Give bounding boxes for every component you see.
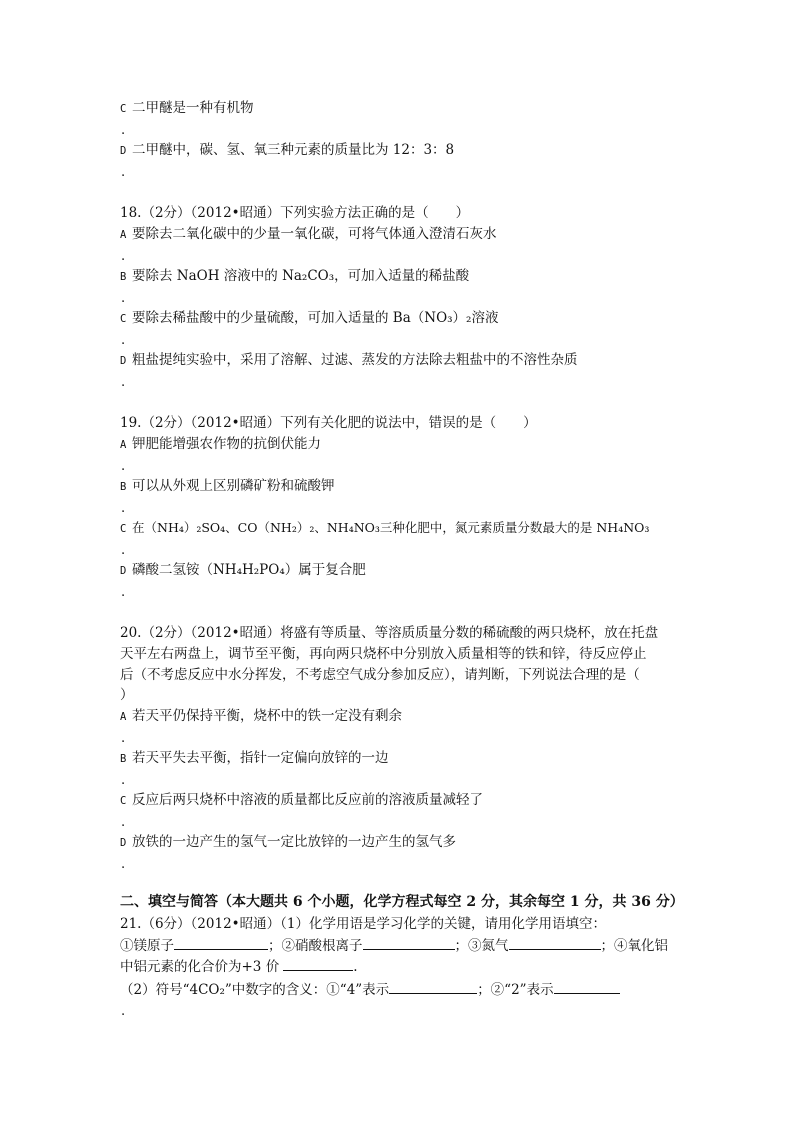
option-text: 可以从外观上区别磷矿粉和硫酸钾 [132,478,335,494]
dot: . [121,1004,126,1019]
option-letter: D [120,837,127,849]
option-letter: C [120,523,127,535]
option-text: 粗盐提纯实验中，采用了溶解、过滤、蒸发的方法除去粗盐中的不溶性杂质 [132,352,578,368]
q18-option-b [120,267,469,286]
option-letter: A [120,229,127,241]
q17-option-c [120,99,254,118]
q20-option-b [120,749,389,768]
option-letter: A [120,439,127,451]
option-letter: D [120,565,127,577]
q20-option-c [120,791,483,810]
option-text: 磷酸二氢铵（NH₄H₂PO₄）属于复合肥 [132,562,366,578]
fill-blank[interactable] [283,958,353,971]
dot: . [121,333,126,348]
q20-stem-line-2: 天平左右两盘上，调节至平衡，再向两只烧杯中分别放入质量相等的铁和锌，待反应停止 [120,646,647,662]
option-letter: C [120,795,127,807]
dot: . [121,459,126,474]
option-text: 若天平仍保持平衡，烧杯中的铁一定没有剩余 [132,708,402,724]
dot: . [121,291,126,306]
dot: . [121,501,126,516]
option-text: 二甲醚是一种有机物 [132,100,254,116]
q18-option-d [120,351,578,370]
option-letter: D [120,355,127,367]
q20-stem-line-3: 后（不考虑反应中水分挥发，不考虑空气成分参加反应），请判断，下列说法合理的是（ [120,667,640,683]
q18-option-a [120,225,497,244]
option-text: 放铁的一边产生的氢气一定比放锌的一边产生的氢气多 [132,834,456,850]
dot: . [121,249,126,264]
q19-option-d [120,561,366,580]
option-letter: B [120,271,127,283]
dot: . [121,773,126,788]
option-text: 钾肥能增强农作物的抗倒伏能力 [132,436,321,452]
q20-stem-line-1: 20.（2分）（2012•昭通）将盛有等质量、等溶质质量分数的稀硫酸的两只烧杯，放在托盘 [120,625,659,641]
fill-blank[interactable] [554,981,620,994]
dot: . [121,815,126,830]
blank-label: 中铝元素的化合价为+3 价 [120,959,280,975]
blank-label: ；③氮气 [454,938,509,954]
period: . [353,959,358,975]
blank-label: ①镁原子 [120,938,174,954]
option-letter: C [120,313,127,325]
q19-option-a [120,435,321,454]
dot: . [121,375,126,390]
option-text: 反应后两只烧杯中溶液的质量都比反应前的溶液质量减轻了 [132,792,483,808]
dot: . [121,731,126,746]
blank-label: （2）符号“4CO₂”中数字的含义：①“4”表示 [120,982,390,998]
option-text: 在（NH₄）₂SO₄、CO（NH₂）₂、NH₄NO₃三种化肥中，氮元素质量分数最大的是 NH₄NO₃ [132,520,650,535]
dot: . [121,123,126,138]
fill-blank[interactable] [363,937,455,950]
section-heading: 二、填空与简答（本大题共 6 个小题，化学方程式每空 2 分，其余每空 1 分，共 36 分） [120,894,684,910]
q19-option-c [120,519,649,538]
q20-stem-line-4: ） [120,687,134,703]
q21-blanks-line [120,937,668,955]
fill-blank[interactable] [509,937,601,950]
dot: . [121,543,126,558]
option-text: 要除去稀盐酸中的少量硫酸，可加入适量的 Ba（NO₃）₂溶液 [132,310,499,326]
blank-label: ；②硝酸根离子 [268,938,363,954]
option-letter: B [120,753,127,765]
blank-label: ；④氧化铝 [600,938,668,954]
q21-stem: 21.（6分）（2012•昭通）（1）化学用语是学习化学的关键，请用化学用语填空： [120,916,606,932]
dot: . [121,165,126,180]
option-text: 若天平失去平衡，指针一定偏向放锌的一边 [132,750,389,766]
q19-stem: 19.（2分）（2012•昭通）下列有关化肥的说法中，错误的是（ ） [120,415,537,431]
option-letter: A [120,711,127,723]
option-letter: C [120,103,127,115]
option-text: 要除去 NaOH 溶液中的 Na₂CO₃，可加入适量的稀盐酸 [132,268,470,284]
blank-label: ；②“2”表示 [477,982,554,998]
q18-stem: 18.（2分）（2012•昭通）下列实验方法正确的是（ ） [120,205,470,221]
option-text: 二甲醚中，碳、氢、氧三种元素的质量比为 12：3：8 [132,142,455,158]
option-letter: D [120,145,127,157]
option-text: 要除去二氧化碳中的少量一氧化碳，可将气体通入澄清石灰水 [132,226,497,242]
q20-option-a [120,707,402,726]
q21-line-3 [120,958,358,976]
q20-option-d [120,833,456,852]
fill-blank[interactable] [389,981,477,994]
dot: . [121,857,126,872]
dot: . [121,585,126,600]
q21-part-2 [120,981,620,999]
q17-option-d [120,141,454,160]
option-letter: B [120,481,127,493]
q19-option-b [120,477,335,496]
fill-blank[interactable] [174,937,268,950]
q18-option-c [120,309,498,328]
